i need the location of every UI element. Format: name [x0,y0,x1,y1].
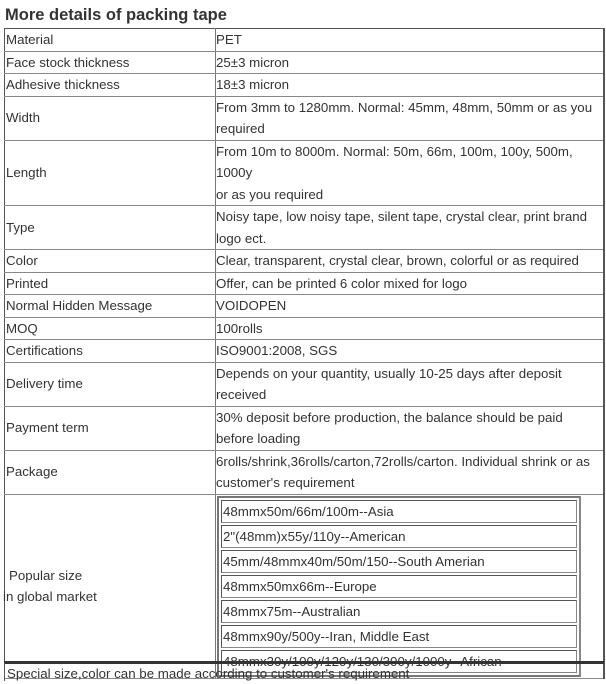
footer-note: Special size,color can be made according to customer's requirement [4,661,604,681]
spec-value: PET [216,29,604,52]
spec-label: Printed [5,272,216,295]
popular-size-table [217,496,581,677]
table-row [5,206,604,250]
spec-label: Length [5,140,216,206]
page-title: More details of packing tape [5,6,227,24]
spec-label: Material [5,29,216,52]
spec-label: Normal Hidden Message [5,295,216,318]
spec-value-line: or as you required [216,186,324,202]
popular-size-label-line: Popular size [9,567,83,583]
spec-label: Color [5,250,216,273]
size-item: 48mmx75m--Australian [221,600,577,623]
spec-label: Delivery time [5,362,216,406]
spec-value: ISO9001:2008, SGS [216,340,604,363]
table-row [5,250,604,273]
spec-label: Certifications [5,340,216,363]
spec-value-line: From 10m to 8000m. Normal: 50m, 66m, 100m, 100y, 500m, 1000y [216,143,573,180]
size-item: 48mmx30y/100y/120y/130/300y/1000y--African [221,650,577,673]
spec-value: From 3mm to 1280mm. Normal: 45mm, 48mm, 50mm or as you required [216,96,604,140]
size-item: 45mm/48mmx40m/50m/150--South Amerian [221,550,577,573]
table-row [5,96,604,140]
table-row [5,140,604,206]
table-row [5,362,604,406]
spec-label: Adhesive thickness [5,74,216,97]
table-row [5,340,604,363]
size-item: 48mmx50mx66m--Europe [221,575,577,598]
spec-label: Type [5,206,216,250]
spec-value: 25±3 micron [216,51,604,74]
spec-value: Noisy tape, low noisy tape, silent tape, crystal clear, print brand logo ect. [216,206,604,250]
table-row [5,450,604,494]
popular-size-label [5,494,216,678]
spec-value: 6rolls/shrink,36rolls/carton,72rolls/carton. Individual shrink or as customer's requirement [216,450,604,494]
spec-value: 30% deposit before production, the balance should be paid before loading [216,406,604,450]
spec-value: Depends on your quantity, usually 10-25 days after deposit received [216,362,604,406]
spec-label: MOQ [5,317,216,340]
popular-size-label-line: in global market [3,589,97,604]
spec-value: VOIDOPEN [216,295,604,318]
popular-size-cell [216,494,604,678]
size-item: 48mmx90y/500y--Iran, Middle East [221,625,577,648]
table-row [5,317,604,340]
spec-label: Payment term [5,406,216,450]
spec-value: Offer, can be printed 6 color mixed for logo [216,272,604,295]
spec-label: Width [5,96,216,140]
spec-value: Clear, transparent, crystal clear, brown, colorful or as required [216,250,604,273]
size-item: 2"(48mm)x55y/110y--American [221,525,577,548]
spec-value: 18±3 micron [216,74,604,97]
spec-value: 100rolls [216,317,604,340]
popular-size-row [5,494,604,678]
table-row [5,295,604,318]
table-row [5,29,604,52]
spec-label: Package [5,450,216,494]
table-row [5,406,604,450]
size-item: 48mmx50m/66m/100m--Asia [221,500,577,523]
spec-table [4,28,605,679]
spec-label: Face stock thickness [5,51,216,74]
table-row [5,51,604,74]
spec-value [216,140,604,206]
table-row [5,74,604,97]
table-row [5,272,604,295]
